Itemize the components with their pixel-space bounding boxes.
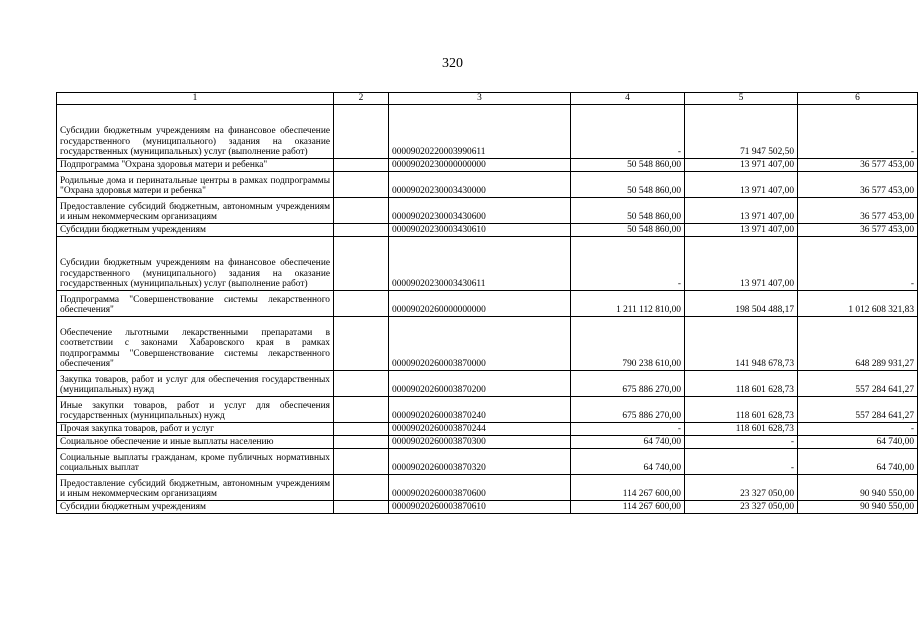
row-code-cell: 00009020260003870244 [389,423,571,436]
row-value-4-cell: 50 548 860,00 [571,224,685,237]
row-value-6-cell: - [798,105,918,159]
header-cell: 2 [334,93,389,105]
row-name-cell: Подпрограмма "Совершенствование системы лекарственного обеспечения" [57,291,334,317]
row-value-4-cell: 114 267 600,00 [571,501,685,514]
row-code-cell: 00009020230003430600 [389,198,571,224]
row-value-5-cell: 13 971 407,00 [685,237,798,291]
row-value-6-cell: - [798,423,918,436]
row-name-cell: Предоставление субсидий бюджетным, автономным учреждениям и иным некоммерческим организациям [57,198,334,224]
table-row [57,105,918,159]
row-value-5-cell: 118 601 628,73 [685,397,798,423]
row-name-cell: Социальные выплаты гражданам, кроме публичных нормативных социальных выплат [57,449,334,475]
row-name-cell: Обеспечение льготными лекарственными препаратами в соответствии с законами Хабаровского края в рамках подпрограммы "Совершенствование системы лекарственного обеспечения" [57,317,334,371]
row-col2-cell [334,436,389,449]
row-col2-cell [334,317,389,371]
header-cell: 5 [685,93,798,105]
header-cell: 3 [389,93,571,105]
row-name-cell: Субсидии бюджетным учреждениям на финансовое обеспечение государственного (муниципального) задания на оказание государственных (муниципальных) услуг (выполнение работ) [57,237,334,291]
row-name-cell: Субсидии бюджетным учреждениям [57,501,334,514]
header-row [57,93,918,105]
row-value-4-cell: 675 886 270,00 [571,397,685,423]
table-row [57,317,918,371]
row-name-cell: Предоставление субсидий бюджетным, автономным учреждениям и иным некоммерческим организациям [57,475,334,501]
row-code-cell: 00009020260003870000 [389,317,571,371]
table-row [57,291,918,317]
row-code-cell: 00009020230000000000 [389,159,571,172]
row-name-cell: Субсидии бюджетным учреждениям [57,224,334,237]
row-value-4-cell: - [571,105,685,159]
row-value-6-cell: 648 289 931,27 [798,317,918,371]
row-value-5-cell: 13 971 407,00 [685,198,798,224]
row-code-cell: 00009020230003430000 [389,172,571,198]
row-name-cell: Прочая закупка товаров, работ и услуг [57,423,334,436]
row-col2-cell [334,475,389,501]
budget-table [56,92,918,514]
row-col2-cell [334,449,389,475]
row-value-4-cell: 114 267 600,00 [571,475,685,501]
table-row [57,475,918,501]
row-col2-cell [334,237,389,291]
row-value-5-cell: - [685,449,798,475]
row-value-5-cell: - [685,436,798,449]
row-value-5-cell: 23 327 050,00 [685,475,798,501]
row-code-cell: 00009020230003430610 [389,224,571,237]
table-row [57,436,918,449]
table-row [57,237,918,291]
row-value-4-cell: 64 740,00 [571,449,685,475]
row-value-5-cell: 141 948 678,73 [685,317,798,371]
row-name-cell: Социальное обеспечение и иные выплаты населению [57,436,334,449]
header-cell: 4 [571,93,685,105]
table-row [57,449,918,475]
row-code-cell: 00009020260003870320 [389,449,571,475]
row-value-5-cell: 118 601 628,73 [685,423,798,436]
row-value-5-cell: 13 971 407,00 [685,172,798,198]
row-value-4-cell: - [571,237,685,291]
row-name-cell: Иные закупки товаров, работ и услуг для обеспечения государственных (муниципальных) нужд [57,397,334,423]
table-row [57,501,918,514]
row-code-cell: 00009020260003870200 [389,371,571,397]
table-row [57,159,918,172]
row-value-4-cell: 675 886 270,00 [571,371,685,397]
row-value-6-cell: - [798,237,918,291]
row-value-6-cell: 36 577 453,00 [798,172,918,198]
table-row [57,423,918,436]
row-value-4-cell: 790 238 610,00 [571,317,685,371]
row-value-6-cell: 64 740,00 [798,449,918,475]
row-value-4-cell: - [571,423,685,436]
table-row [57,198,918,224]
table-row [57,397,918,423]
row-value-6-cell: 36 577 453,00 [798,224,918,237]
row-col2-cell [334,501,389,514]
row-code-cell: 00009020230003430611 [389,237,571,291]
row-name-cell: Субсидии бюджетным учреждениям на финансовое обеспечение государственного (муниципального) задания на оказание государственных (муниципальных) услуг (выполнение работ) [57,105,334,159]
row-code-cell: 00009020260003870600 [389,475,571,501]
row-col2-cell [334,198,389,224]
header-cell: 6 [798,93,918,105]
row-value-5-cell: 13 971 407,00 [685,224,798,237]
row-value-6-cell: 1 012 608 321,83 [798,291,918,317]
row-value-4-cell: 50 548 860,00 [571,198,685,224]
row-value-6-cell: 64 740,00 [798,436,918,449]
row-col2-cell [334,159,389,172]
row-col2-cell [334,291,389,317]
row-value-5-cell: 198 504 488,17 [685,291,798,317]
row-col2-cell [334,224,389,237]
row-code-cell: 00009020260003870240 [389,397,571,423]
page-number: 320 [442,56,463,71]
row-value-6-cell: 90 940 550,00 [798,501,918,514]
row-col2-cell [334,423,389,436]
row-value-6-cell: 557 284 641,27 [798,397,918,423]
table-row [57,172,918,198]
row-value-6-cell: 557 284 641,27 [798,371,918,397]
row-col2-cell [334,172,389,198]
row-col2-cell [334,397,389,423]
row-col2-cell [334,371,389,397]
table-row [57,371,918,397]
row-value-4-cell: 50 548 860,00 [571,172,685,198]
row-code-cell: 00009020260003870300 [389,436,571,449]
row-name-cell: Закупка товаров, работ и услуг для обеспечения государственных (муниципальных) нужд [57,371,334,397]
row-value-5-cell: 118 601 628,73 [685,371,798,397]
row-value-4-cell: 50 548 860,00 [571,159,685,172]
row-code-cell: 00009020260000000000 [389,291,571,317]
row-name-cell: Родильные дома и перинатальные центры в рамках подпрограммы "Охрана здоровья матери и ребенка" [57,172,334,198]
row-name-cell: Подпрограмма "Охрана здоровья матери и ребенка" [57,159,334,172]
row-code-cell: 00009020220003990611 [389,105,571,159]
row-value-5-cell: 13 971 407,00 [685,159,798,172]
row-code-cell: 00009020260003870610 [389,501,571,514]
row-value-4-cell: 1 211 112 810,00 [571,291,685,317]
row-value-5-cell: 71 947 502,50 [685,105,798,159]
row-value-4-cell: 64 740,00 [571,436,685,449]
header-cell: 1 [57,93,334,105]
row-col2-cell [334,105,389,159]
row-value-6-cell: 90 940 550,00 [798,475,918,501]
row-value-6-cell: 36 577 453,00 [798,159,918,172]
table-row [57,224,918,237]
row-value-6-cell: 36 577 453,00 [798,198,918,224]
row-value-5-cell: 23 327 050,00 [685,501,798,514]
